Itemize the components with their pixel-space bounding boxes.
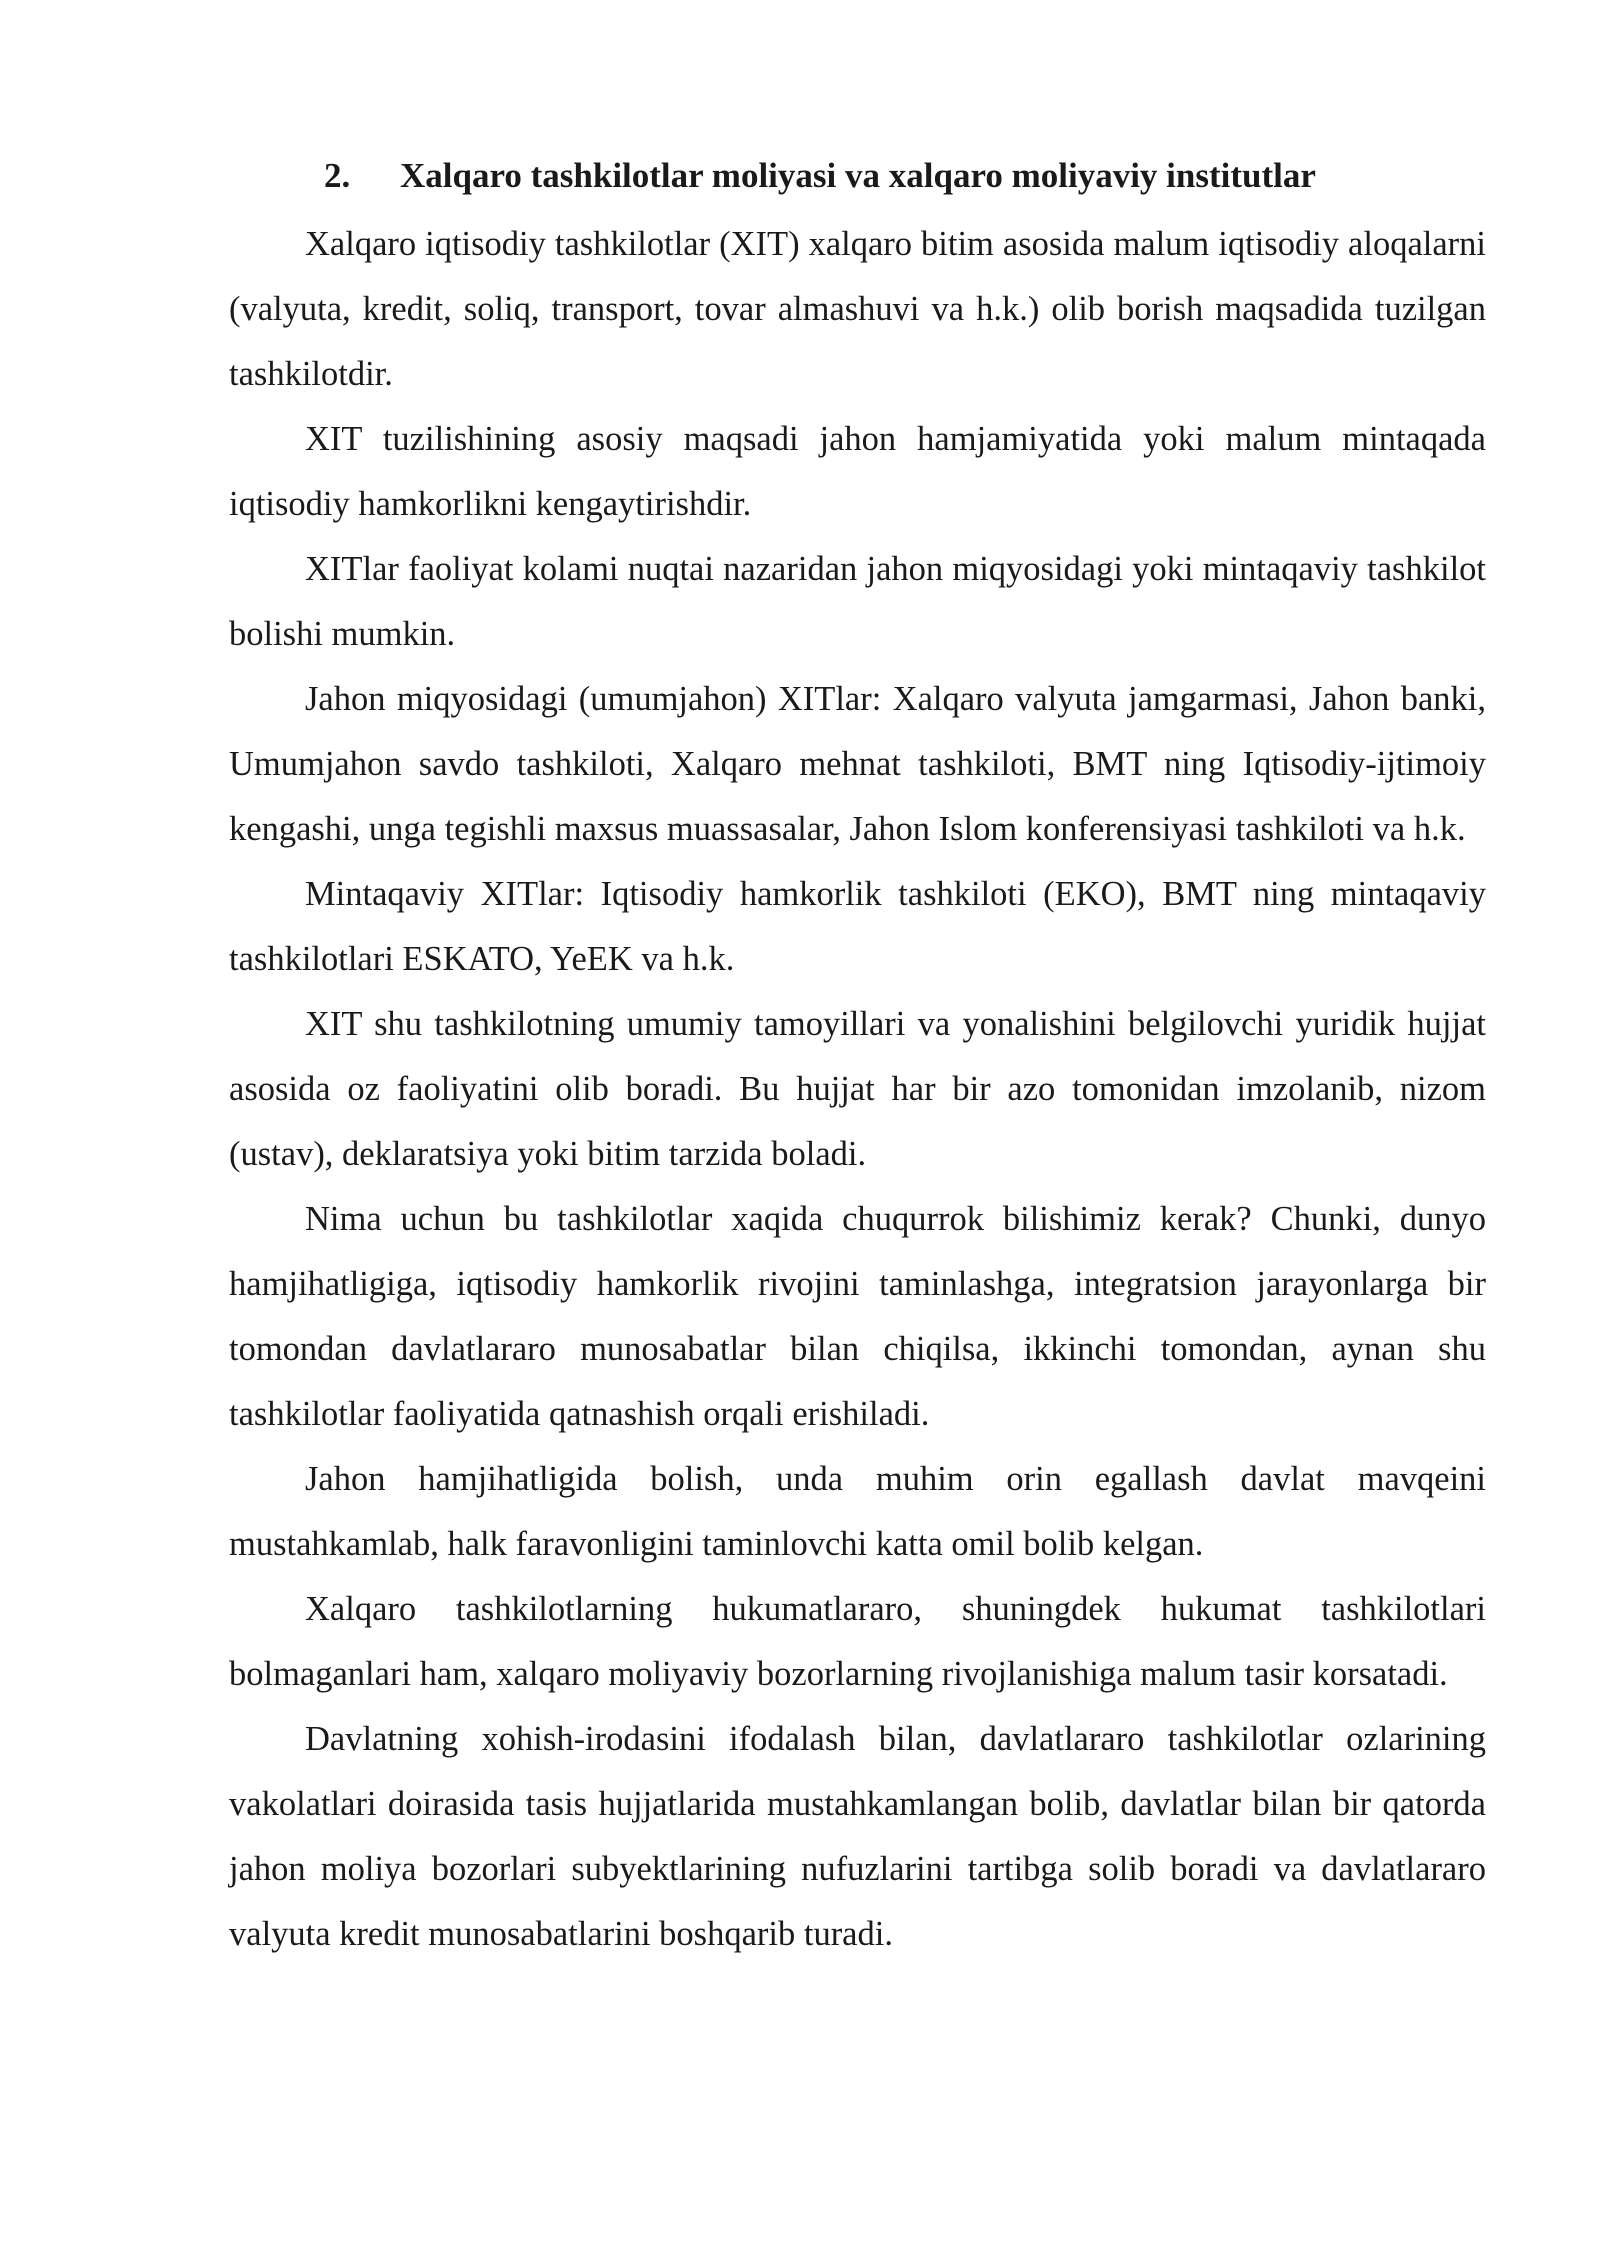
paragraph: Mintaqaviy XITlar: Iqtisodiy hamkorlik tashkiloti (EKO), BMT ning mintaqaviy tashkilotlari ESKATO, YeEK va h.k. xyxy=(229,875,1486,978)
paragraph: Jahon hamjihatligida bolish, unda muhim orin egallash davlat mavqeini mustahkamlab, halk faravonligini taminlovchi katta omil bolib kelgan. xyxy=(229,1460,1486,1563)
paragraph: XIT shu tashkilotning umumiy tamoyillari va yonalishini belgilovchi yuridik hujjat asosida oz faoliyatini olib boradi. Bu hujjat har bir azo tomonidan imzolanib, nizom (ustav), deklaratsiya yoki bitim tarzida boladi. xyxy=(229,1005,1486,1173)
paragraph: XIT tuzilishining asosiy maqsadi jahon hamjamiyatida yoki malum mintaqada iqtisodiy hamkorlikni kengaytirishdir. xyxy=(229,420,1486,523)
paragraph: Davlatning xohish-irodasini ifodalash bilan, davlatlararo tashkilotlar ozlarining vakolatlari doirasida tasis hujjatlarida mustahkamlangan bolib, davlatlar bilan bir qatorda jahon moliya bozorlari subyektlarining nufuzlarini tartibga solib boradi va davlatlararo valyuta kredit munosabatlarini boshqarib turadi. xyxy=(229,1720,1486,1953)
section-number: 2. xyxy=(324,156,351,195)
paragraph: Xalqaro iqtisodiy tashkilotlar (XIT) xalqaro bitim asosida malum iqtisodiy aloqalarni (valyuta, kredit, soliq, transport, tovar almashuvi va h.k.) olib borish maqsadida tuzilgan tashkilotdir. xyxy=(229,225,1486,393)
section-heading xyxy=(229,150,1486,202)
paragraph: Xalqaro tashkilotlarning hukumatlararo, shuningdek hukumat tashkilotlari bolmaganlari ham, xalqaro moliyaviy bozorlarning rivojlanishiga malum tasir korsatadi. xyxy=(229,1590,1486,1693)
paragraph: Jahon miqyosidagi (umumjahon) XITlar: Xalqaro valyuta jamgarmasi, Jahon banki, Umumjahon savdo tashkiloti, Xalqaro mehnat tashkiloti, BMT ning Iqtisodiy-ijtimoiy kengashi, unga tegishli maxsus muassasalar, Jahon Islom konferensiyasi tashkiloti va h.k. xyxy=(229,680,1486,848)
paragraph: Nima uchun bu tashkilotlar xaqida chuqurrok bilishimiz kerak? Chunki, dunyo hamjihatligiga, iqtisodiy hamkorlik rivojini taminlashga, integratsion jarayonlarga bir tomondan davlatlararo munosabatlar bilan chiqilsa, ikkinchi tomondan, aynan shu tashkilotlar faoliyatida qatnashish orqali erishiladi. xyxy=(229,1200,1486,1433)
section-title: Xalqaro tashkilotlar moliyasi va xalqaro moliyaviy institutlar xyxy=(400,156,1316,195)
document-page xyxy=(229,150,1486,1967)
paragraph: XITlar faoliyat kolami nuqtai nazaridan jahon miqyosidagi yoki mintaqaviy tashkilot bolishi mumkin. xyxy=(229,550,1486,653)
